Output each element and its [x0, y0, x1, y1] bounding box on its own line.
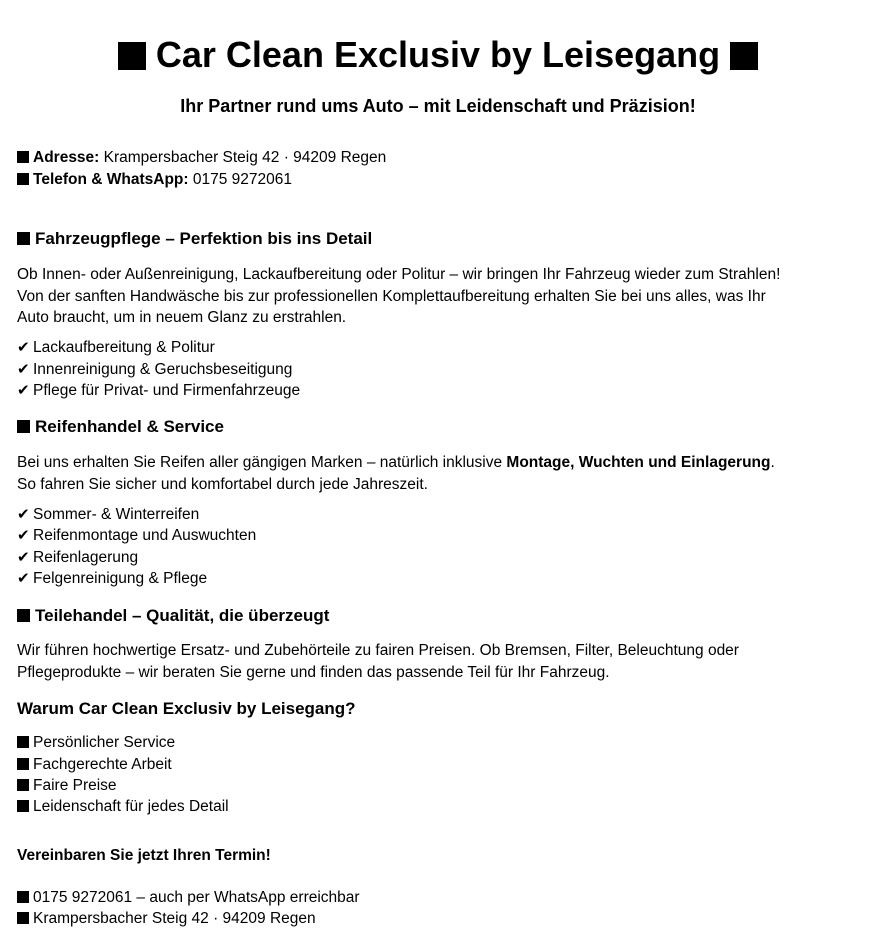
- paragraph-reifen: [17, 452, 847, 495]
- black-square-icon: [17, 779, 29, 791]
- heading-text: Teilehandel – Qualität, die überzeugt: [35, 606, 330, 625]
- section-heading-reifen: [17, 416, 224, 438]
- phone-value: 0175 9272061: [188, 171, 292, 188]
- phone-label: Telefon & WhatsApp:: [33, 171, 189, 188]
- page-title: [0, 34, 876, 76]
- page-subtitle: Ihr Partner rund ums Auto – mit Leidenschaft und Präzision!: [180, 96, 696, 116]
- address-label: Adresse:: [33, 149, 100, 166]
- list-item-text: Innenreinigung & Geruchsbeseitigung: [33, 361, 293, 378]
- contact-address: [17, 148, 386, 168]
- check-mark-icon: ✔: [17, 570, 30, 587]
- list-item-text: Pflege für Privat- und Firmenfahrzeuge: [33, 382, 301, 399]
- list-item: [17, 505, 199, 525]
- paragraph-line: Von der sanften Handwäsche bis zur professionellen Komplettaufbereitung erhalten Sie bei uns alles, was Ihr: [17, 287, 766, 305]
- check-mark-icon: ✔: [17, 339, 30, 356]
- title-text: Car Clean Exclusiv by Leisegang: [155, 34, 721, 75]
- text-run: Bei uns erhalten Sie Reifen aller gängigen Marken – natürlich inklusive: [17, 454, 507, 471]
- black-square-icon: [730, 42, 758, 70]
- black-square-icon: [17, 736, 29, 748]
- list-item: [17, 755, 172, 775]
- list-item: [17, 569, 207, 589]
- black-square-icon: [118, 42, 146, 70]
- address-value: Krampersbacher Steig 42 · 94209 Regen: [99, 149, 387, 166]
- paragraph-line: [17, 452, 847, 474]
- cta-address: [17, 909, 316, 929]
- paragraph-line: Ob Innen- oder Außenreinigung, Lackaufbereitung oder Politur – wir bringen Ihr Fahrzeug wieder zum Strahlen!: [17, 266, 781, 283]
- black-square-icon: [17, 232, 30, 245]
- heading-text: Reifenhandel & Service: [35, 417, 224, 436]
- text-run: .: [770, 454, 775, 471]
- section-heading-teile: [17, 605, 329, 627]
- list-item: [17, 526, 256, 546]
- section-heading-warum: Warum Car Clean Exclusiv by Leisegang?: [17, 699, 356, 718]
- list-item-text: Leidenschaft für jedes Detail: [33, 798, 229, 815]
- list-item-text: Reifenmontage und Auswuchten: [33, 527, 257, 544]
- black-square-icon: [17, 173, 29, 185]
- cta-heading: Vereinbaren Sie jetzt Ihren Termin!: [17, 847, 271, 864]
- paragraph-line: Wir führen hochwertige Ersatz- und Zubehörteile zu fairen Preisen. Ob Bremsen, Filter, Beleuchtung oder: [17, 642, 739, 659]
- black-square-icon: [17, 800, 29, 812]
- cta-item-text: Krampersbacher Steig 42 · 94209 Regen: [33, 910, 316, 927]
- check-mark-icon: ✔: [17, 361, 30, 378]
- check-mark-icon: ✔: [17, 549, 30, 566]
- black-square-icon: [17, 758, 29, 770]
- contact-phone: [17, 170, 292, 190]
- paragraph-line: Auto braucht, um in neuem Glanz zu erstrahlen.: [17, 309, 347, 326]
- list-item-text: Reifenlagerung: [33, 549, 139, 566]
- list-item: [17, 797, 229, 817]
- paragraph-fahrzeugpflege: [17, 264, 847, 329]
- black-square-icon: [17, 420, 30, 433]
- black-square-icon: [17, 891, 29, 903]
- list-item: [17, 548, 138, 568]
- cta-item-text: 0175 9272061 – auch per WhatsApp erreichbar: [33, 889, 360, 906]
- check-mark-icon: ✔: [17, 382, 30, 399]
- paragraph-line: So fahren Sie sicher und komfortabel durch jede Jahreszeit.: [17, 475, 428, 493]
- section-heading-fahrzeugpflege: [17, 228, 372, 250]
- list-item-text: Persönlicher Service: [33, 734, 176, 751]
- paragraph-line: Pflegeprodukte – wir beraten Sie gerne und finden das passende Teil für Ihr Fahrzeug.: [17, 663, 610, 681]
- cta-phone: [17, 888, 360, 908]
- list-item-text: Lackaufbereitung & Politur: [33, 339, 215, 356]
- list-item-text: Felgenreinigung & Pflege: [33, 570, 208, 587]
- list-item-text: Faire Preise: [33, 777, 117, 794]
- list-item: [17, 776, 117, 796]
- list-item: [17, 360, 292, 380]
- check-mark-icon: ✔: [17, 527, 30, 544]
- list-item: [17, 733, 175, 753]
- black-square-icon: [17, 151, 29, 163]
- check-mark-icon: ✔: [17, 506, 30, 523]
- list-item-text: Sommer- & Winterreifen: [33, 506, 200, 523]
- paragraph-teile: [17, 640, 847, 683]
- list-item: [17, 381, 300, 401]
- black-square-icon: [17, 912, 29, 924]
- heading-text: Fahrzeugpflege – Perfektion bis ins Detail: [35, 229, 373, 248]
- list-item: [17, 338, 215, 358]
- list-item-text: Fachgerechte Arbeit: [33, 756, 172, 773]
- bold-text-run: Montage, Wuchten und Einlagerung: [506, 454, 771, 471]
- black-square-icon: [17, 609, 30, 622]
